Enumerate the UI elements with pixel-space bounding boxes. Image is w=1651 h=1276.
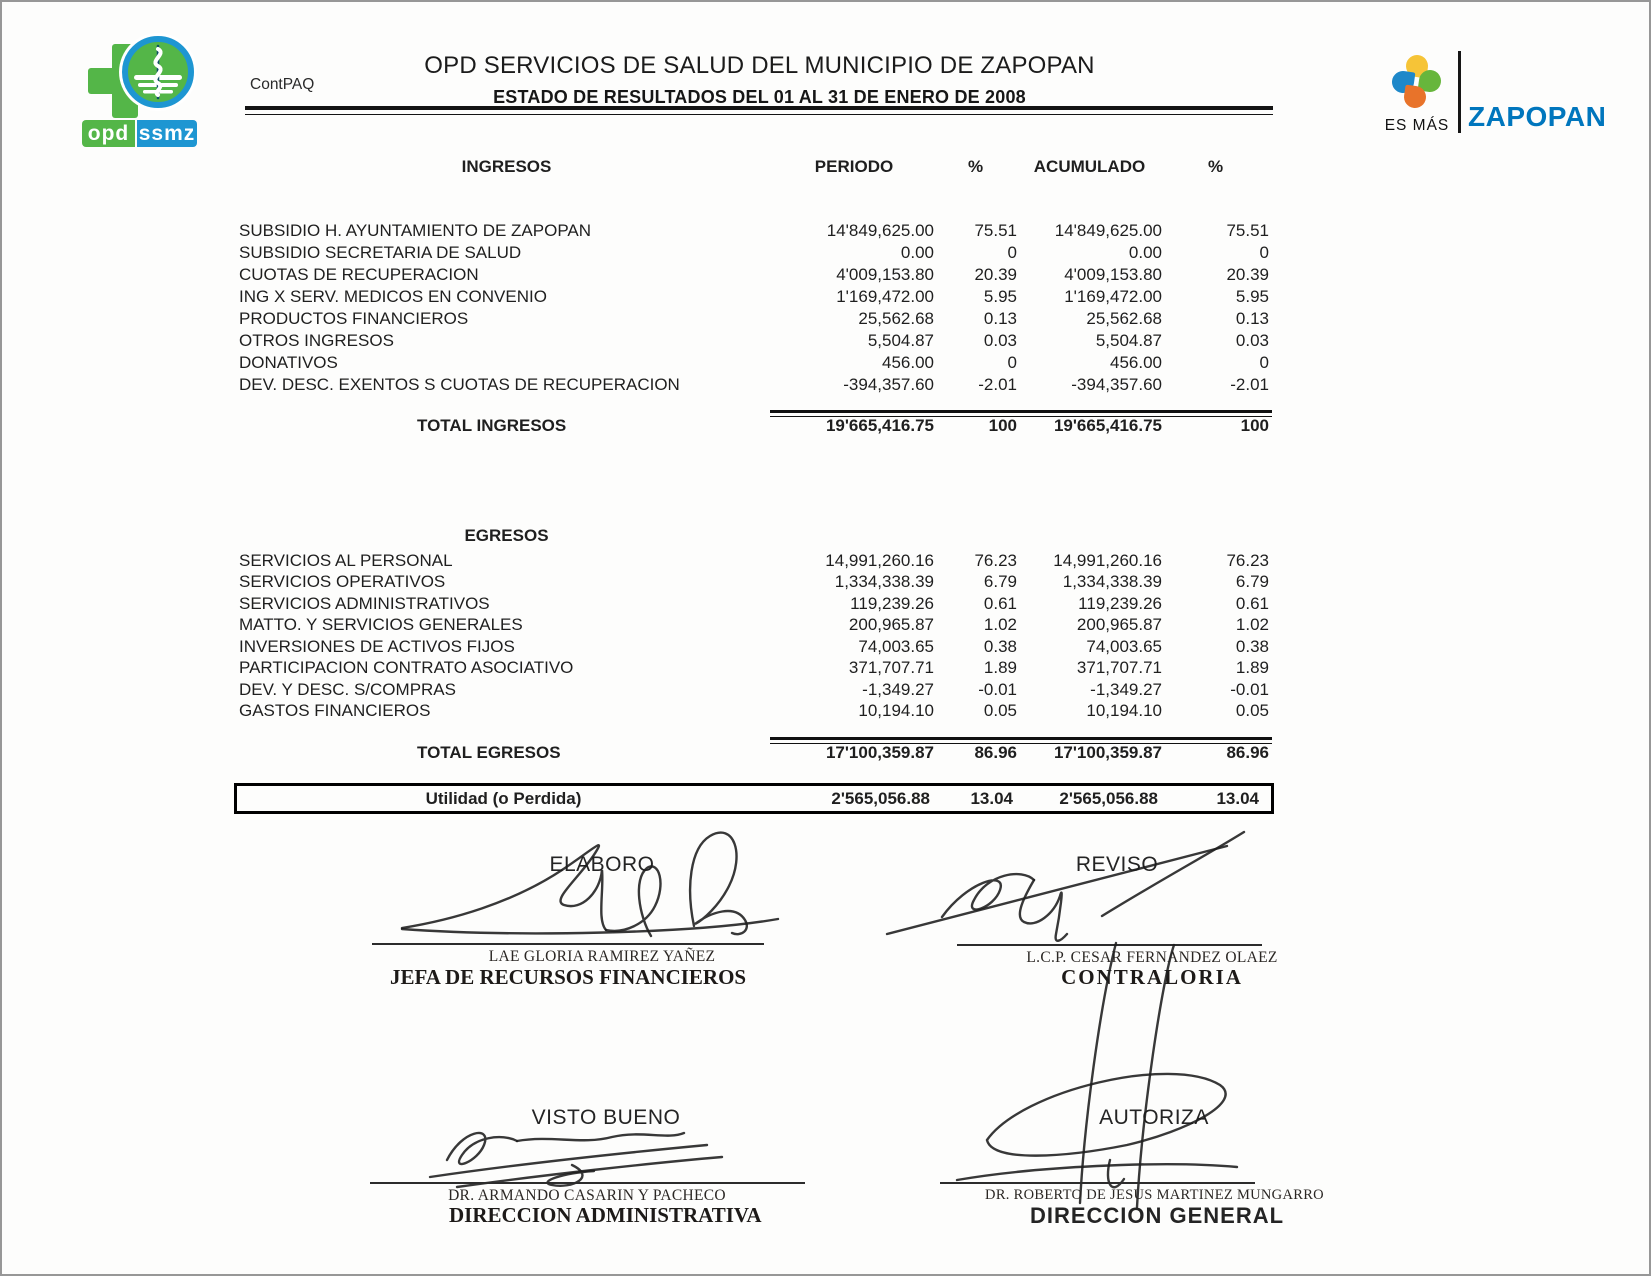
egresos-rows: [239, 550, 1269, 722]
row-periodo: 5,504.87: [867, 331, 934, 350]
table-row: [239, 658, 1269, 680]
row-periodo-pct: 6.79: [983, 572, 1017, 592]
utilidad-acumulado: 2'565,056.88: [1059, 789, 1158, 808]
row-acumulado-pct: 0: [1259, 353, 1269, 372]
row-periodo-pct: 0: [1007, 353, 1017, 372]
total-acumulado-pct: 86.96: [1226, 743, 1269, 762]
row-label: SUBSIDIO H. AYUNTAMIENTO DE ZAPOPAN: [239, 221, 592, 240]
total-label: TOTAL INGRESOS: [417, 416, 567, 435]
section-header-egresos: EGRESOS: [464, 526, 549, 545]
row-periodo-pct: 0.61: [983, 593, 1017, 613]
row-periodo: 456.00: [882, 353, 934, 372]
elaboro-signature-line: [372, 943, 764, 945]
table-row: [239, 330, 1269, 352]
signature-reviso: [872, 820, 1272, 950]
total-periodo-pct: 100: [988, 416, 1017, 435]
row-periodo-pct: -0.01: [978, 679, 1017, 699]
table-row: [239, 636, 1269, 658]
opdssmz-wordmark: [82, 120, 197, 147]
row-periodo-pct: 1.89: [983, 658, 1017, 678]
row-label: ING X SERV. MEDICOS EN CONVENIO: [239, 287, 547, 306]
row-label: OTROS INGRESOS: [239, 331, 394, 350]
utilidad-periodo: 2'565,056.88: [831, 789, 930, 808]
row-acumulado-pct: 0.05: [1235, 701, 1269, 721]
table-row: [239, 679, 1269, 701]
row-acumulado-pct: 20.39: [1226, 265, 1269, 284]
total-periodo: 17'100,359.87: [825, 743, 934, 762]
table-row: [239, 264, 1269, 286]
es-mas-pinwheel-icon: [1392, 55, 1442, 113]
row-acumulado: 1'169,472.00: [1064, 287, 1162, 306]
row-periodo: 119,239.26: [850, 593, 934, 613]
row-label: SUBSIDIO SECRETARIA DE SALUD: [239, 243, 522, 262]
row-acumulado: 119,239.26: [1078, 593, 1162, 613]
row-label: MATTO. Y SERVICIOS GENERALES: [239, 615, 523, 635]
row-acumulado: 14,991,260.16: [1053, 550, 1162, 570]
table-row: [239, 615, 1269, 637]
row-acumulado: 371,707.71: [1076, 658, 1162, 678]
row-acumulado: 5,504.87: [1095, 331, 1162, 350]
es-mas-label: ES MÁS: [1384, 117, 1450, 134]
elaboro-name: LAE GLORIA RAMIREZ YAÑEZ: [488, 948, 716, 965]
row-periodo: 4'009,153.80: [836, 265, 934, 284]
row-acumulado-pct: 0.61: [1235, 593, 1269, 613]
total-acumulado: 17'100,359.87: [1053, 743, 1162, 762]
row-periodo: 14,991,260.16: [825, 550, 934, 570]
reviso-heading: REVISO: [1075, 853, 1159, 876]
row-acumulado-pct: 5.95: [1235, 287, 1269, 306]
row-acumulado-pct: 6.79: [1235, 572, 1269, 592]
row-periodo-pct: 0.38: [983, 636, 1017, 656]
row-acumulado: 456.00: [1110, 353, 1162, 372]
row-acumulado: -1,349.27: [1090, 679, 1162, 699]
reviso-role: CONTRALORIA: [1061, 965, 1243, 989]
row-acumulado: 200,965.87: [1076, 615, 1162, 635]
visto-bueno-role: DIRECCION ADMINISTRATIVA: [449, 1203, 762, 1227]
table-row: [239, 374, 1269, 396]
row-periodo-pct: -2.01: [978, 375, 1017, 394]
row-periodo-pct: 0.03: [983, 331, 1017, 350]
row-acumulado: 0.00: [1128, 243, 1162, 262]
table-row: [239, 220, 1269, 242]
total-ingresos-row: [239, 416, 1269, 436]
row-periodo-pct: 0.05: [983, 701, 1017, 721]
row-acumulado-pct: 1.89: [1235, 658, 1269, 678]
total-egresos-row: [239, 743, 1269, 763]
row-periodo: 0.00: [900, 243, 934, 262]
autoriza-heading: AUTORIZA: [1099, 1106, 1209, 1129]
row-periodo-pct: 0.13: [983, 309, 1017, 328]
elaboro-role: JEFA DE RECURSOS FINANCIEROS: [390, 965, 747, 989]
col-header-acumulado: ACUMULADO: [1033, 157, 1146, 176]
row-periodo-pct: 5.95: [983, 287, 1017, 306]
opdssmz-logo: [82, 36, 202, 148]
row-label: PRODUCTOS FINANCIEROS: [239, 309, 469, 328]
row-periodo: 200,965.87: [848, 615, 934, 635]
visto-bueno-name: DR. ARMANDO CASARIN Y PACHECO: [448, 1187, 726, 1204]
ingresos-rows: [239, 220, 1269, 396]
row-periodo: -1,349.27: [862, 679, 934, 699]
row-periodo-pct: 75.51: [974, 221, 1017, 240]
visto-bueno-heading: VISTO BUENO: [531, 1106, 681, 1129]
signature-elaboro: [392, 808, 792, 948]
row-acumulado: 4'009,153.80: [1064, 265, 1162, 284]
logo-divider: [1458, 51, 1461, 133]
row-acumulado-pct: 0.03: [1235, 331, 1269, 350]
elaboro-heading: ELABORO: [549, 853, 655, 876]
table-row: [239, 550, 1269, 572]
total-acumulado-pct: 100: [1240, 416, 1269, 435]
row-periodo: 74,003.65: [858, 636, 934, 656]
table-row: [239, 242, 1269, 264]
reviso-name: L.C.P. CESAR FERNANDEZ OLAEZ: [1026, 949, 1278, 966]
opd-label: opd: [82, 120, 135, 147]
caduceus-icon: [122, 36, 194, 108]
table-row: [239, 701, 1269, 723]
row-periodo-pct: 76.23: [974, 550, 1017, 570]
row-acumulado: 1,334,338.39: [1062, 572, 1162, 592]
row-acumulado: 25,562.68: [1086, 309, 1162, 328]
row-acumulado-pct: 0: [1259, 243, 1269, 262]
total-label: TOTAL EGRESOS: [417, 743, 561, 762]
table-row: [239, 352, 1269, 374]
autoriza-name: DR. ROBERTO DE JESUS MARTINEZ MUNGARRO: [985, 1187, 1324, 1203]
row-acumulado-pct: 1.02: [1235, 615, 1269, 635]
row-periodo: 371,707.71: [848, 658, 934, 678]
col-header-pct1: %: [967, 157, 984, 176]
table-column-headers: [239, 157, 1269, 177]
row-periodo: 1,334,338.39: [834, 572, 934, 592]
row-label: INVERSIONES DE ACTIVOS FIJOS: [239, 636, 515, 656]
row-periodo: 14'849,625.00: [826, 221, 934, 240]
row-acumulado-pct: 75.51: [1226, 221, 1269, 240]
zapopan-logo: [1384, 55, 1607, 139]
row-label: CUOTAS DE RECUPERACION: [239, 265, 479, 284]
autoriza-role: DIRECCION GENERAL: [1029, 1203, 1285, 1228]
row-acumulado: 14'849,625.00: [1054, 221, 1162, 240]
row-label: PARTICIPACION CONTRATO ASOCIATIVO: [239, 658, 574, 678]
row-label: SERVICIOS ADMINISTRATIVOS: [239, 593, 490, 613]
row-periodo-pct: 20.39: [974, 265, 1017, 284]
col-header-periodo: PERIODO: [814, 157, 894, 176]
total-periodo: 19'665,416.75: [825, 416, 934, 435]
row-acumulado-pct: 0.38: [1235, 636, 1269, 656]
col-header-pct2: %: [1207, 157, 1224, 176]
row-periodo: -394,357.60: [843, 375, 934, 394]
row-periodo-pct: 0: [1007, 243, 1017, 262]
row-periodo: 25,562.68: [858, 309, 934, 328]
row-periodo: 10,194.10: [858, 701, 934, 721]
row-label: SERVICIOS AL PERSONAL: [239, 550, 453, 570]
title-block: [247, 52, 1272, 108]
row-label: GASTOS FINANCIEROS: [239, 701, 431, 721]
section-header-ingresos: INGRESOS: [461, 157, 552, 176]
page-title: OPD SERVICIOS DE SALUD DEL MUNICIPIO DE ZAPOPAN: [424, 52, 1095, 79]
table-row: [239, 593, 1269, 615]
row-label: SERVICIOS OPERATIVOS: [239, 572, 446, 592]
table-row: [239, 286, 1269, 308]
row-acumulado: -394,357.60: [1071, 375, 1162, 394]
row-acumulado-pct: 76.23: [1226, 550, 1269, 570]
signature-autoriza: [932, 935, 1262, 1212]
row-acumulado: 74,003.65: [1086, 636, 1162, 656]
row-label: DEV. DESC. EXENTOS S CUOTAS DE RECUPERACION: [239, 375, 680, 394]
row-acumulado-pct: -2.01: [1230, 375, 1269, 394]
table-row: [239, 308, 1269, 330]
row-periodo-pct: 1.02: [983, 615, 1017, 635]
row-acumulado-pct: 0.13: [1235, 309, 1269, 328]
row-periodo: 1'169,472.00: [836, 287, 934, 306]
header-divider-rule: [245, 106, 1273, 115]
ssmz-label: ssmz: [138, 122, 196, 145]
utilidad-periodo-pct: 13.04: [970, 789, 1013, 808]
zapopan-wordmark: ZAPOPAN: [1468, 101, 1607, 132]
software-label: ContPAQ: [250, 76, 315, 93]
row-acumulado-pct: -0.01: [1230, 679, 1269, 699]
row-label: DONATIVOS: [239, 353, 338, 372]
visto-bueno-signature-line: [370, 1182, 805, 1184]
autoriza-signature-line: [940, 1182, 1255, 1184]
row-acumulado: 10,194.10: [1086, 701, 1162, 721]
utilidad-acumulado-pct: 13.04: [1216, 789, 1259, 808]
page-subtitle: ESTADO DE RESULTADOS DEL 01 AL 31 DE ENERO DE 2008: [493, 87, 1026, 107]
row-label: DEV. Y DESC. S/COMPRAS: [239, 679, 456, 699]
table-row: [239, 572, 1269, 594]
total-periodo-pct: 86.96: [974, 743, 1017, 762]
utilidad-label: Utilidad (o Perdida): [425, 789, 582, 808]
total-acumulado: 19'665,416.75: [1053, 416, 1162, 435]
